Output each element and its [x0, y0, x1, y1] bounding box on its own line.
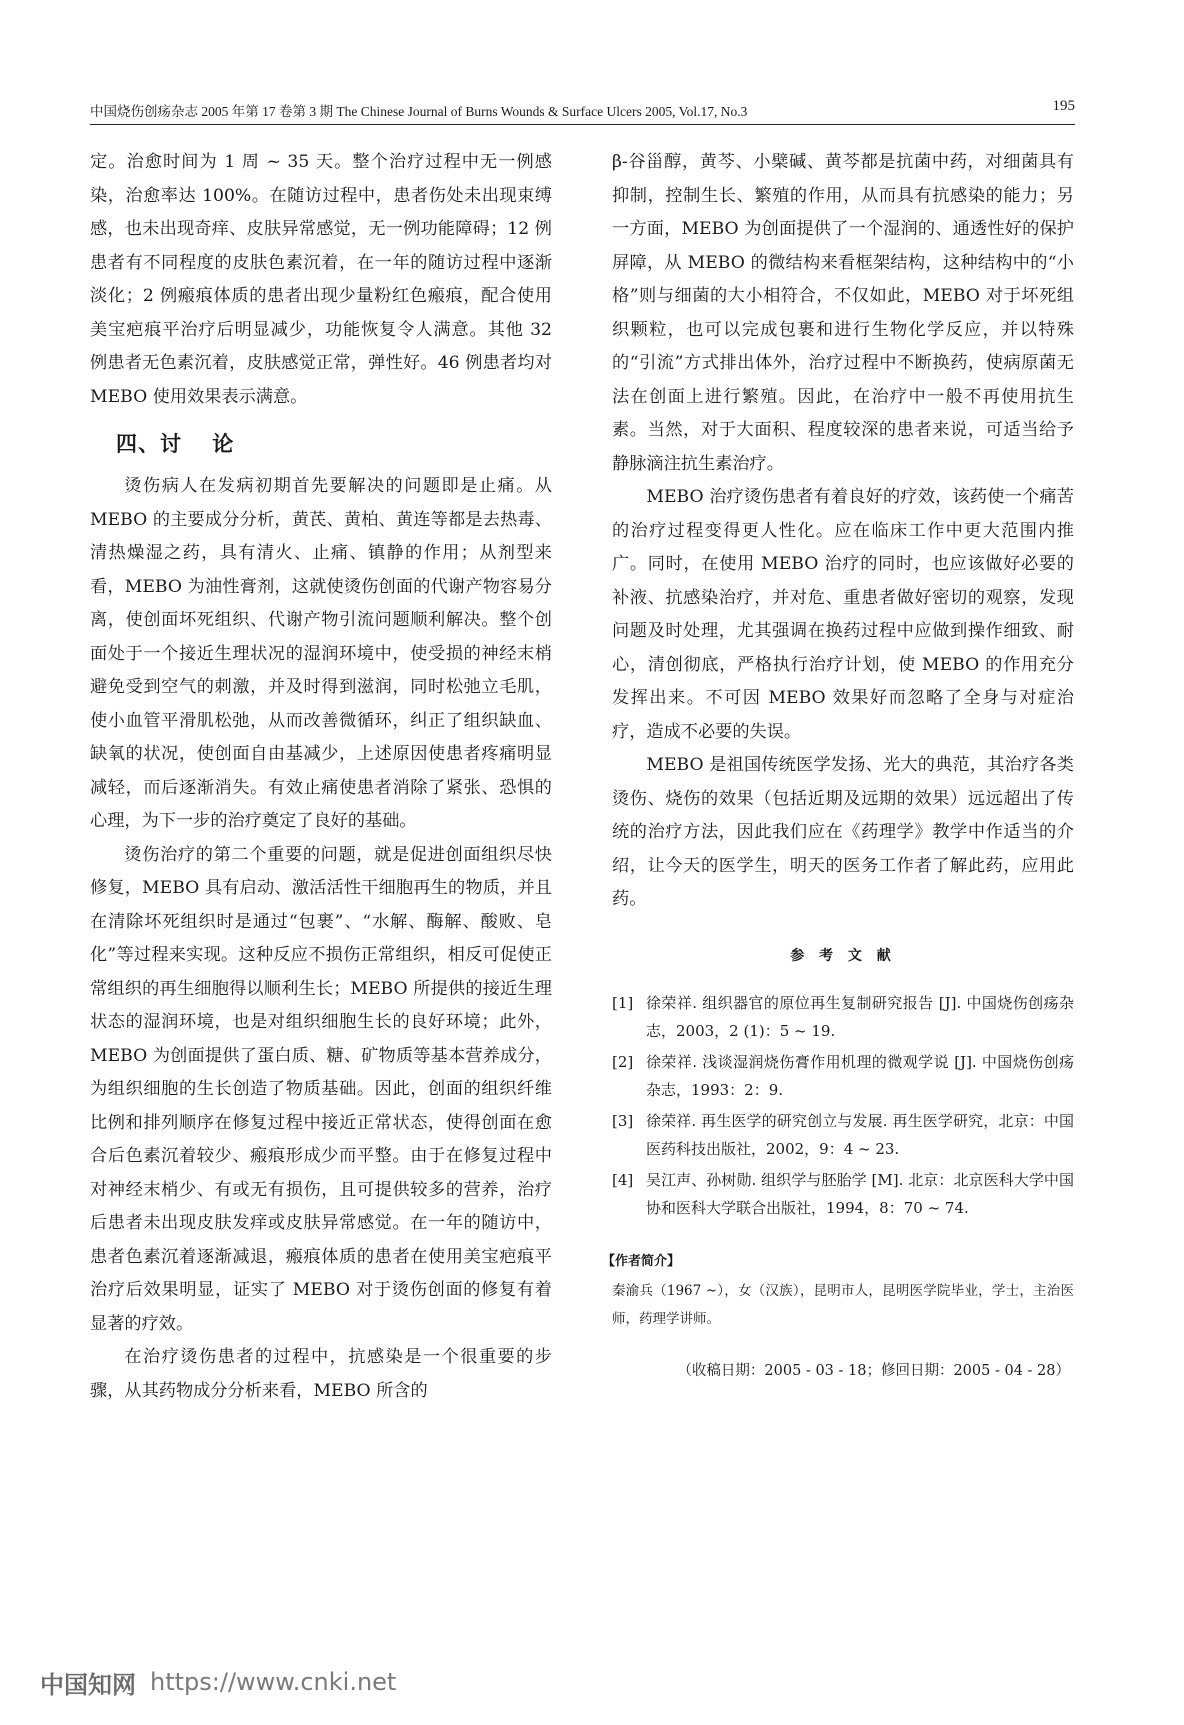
cnki-logo: 中国知网: [40, 1670, 136, 1699]
results-paragraph: 定。治愈时间为 1 周 ~ 35 天。整个治疗过程中无一例感染，治愈率达 100%。在随访过程中，患者伤处未出现束缚感，也未出现奇痒、皮肤异常感觉，无一例功能障碍；12 例患者有不同程度的皮肤色素沉着，在一年的随访过程中逐渐淡化；2 例瘢痕体质的患者出现少量粉红色瘢痕，配合使用美宝疤痕平治疗后明显减少，功能恢复令人满意。其他 32 例患者无色素沉着，皮肤感觉正常，弹性好。46 例患者均对 MEBO 使用效果表示满意。: [90, 152, 552, 407]
watermark-footer: [40, 1662, 396, 1702]
page-number: 195: [1052, 98, 1075, 114]
section-title-discussion: 四、讨 论: [116, 432, 235, 456]
discussion-paragraph-1: 烫伤病人在发病初期首先要解决的问题即是止痛。从 MEBO 的主要成分分析，黄芪、黄柏、黄连等都是去热毒、清热燥湿之药，具有清火、止痛、镇静的作用；从剂型来看，MEBO 为油性膏剂，这就使烫伤创面的代谢产物容易分离，使创面坏死组织、代谢产物引流问题顺利解决。整个创面处于一个接近生理状况的湿润环境中，使受损的神经末梢避免受到空气的刺激，并及时得到滋润，同时松弛立毛肌，使小血管平滑肌松弛，从而改善微循环，纠正了组织缺血、缺氧的状况，使创面自由基减少，上述原因使患者疼痛明显减轻，而后逐渐消失。有效止痛使患者消除了紧张、恐惧的心理，为下一步的治疗奠定了良好的基础。: [90, 476, 552, 831]
reference-number: [4]: [612, 1170, 634, 1189]
discussion-paragraph-5: MEBO 是祖国传统医学发扬、光大的典范，其治疗各类烫伤、烧伤的效果（包括近期及远期的效果）远远超出了传统的治疗方法，因此我们应在《药理学》教学中作适当的介绍，让今天的医学生，明天的医务工作者了解此药，应用此药。: [612, 755, 1074, 909]
discussion-paragraph-3-cont: β-谷甾醇，黄芩、小檗碱、黄芩都是抗菌中药，对细菌具有抑制，控制生长、繁殖的作用，从而具有抗感染的能力；另一方面，MEBO 为创面提供了一个湿润的、通透性好的保护屏障，从 MEBO 的微结构来看框架结构，这种结构中的“小格”则与细菌的大小相符合，不仅如此，MEBO 对于坏死组织颗粒，也可以完成包裹和进行生物化学反应，并以特殊的“引流”方式排出体外，治疗过程中不断换药，使病原菌无法在创面上进行繁殖。因此，在治疗中一般不再使用抗生素。当然，对于大面积、程度较深的患者来说，可适当给予静脉滴注抗生素治疗。: [612, 152, 1074, 474]
reference-number: [1]: [612, 993, 634, 1012]
reference-text: 徐荣祥. 再生医学的研究创立与发展. 再生医学研究，北京：中国医药科技出版社，2002，9：4 ~ 23.: [646, 1111, 1074, 1158]
left-column: [90, 146, 552, 1408]
reference-item: [612, 1048, 1074, 1104]
references-list: [612, 989, 1074, 1222]
journal-citation-line: 中国烧伤创疡杂志 2005 年第 17 卷第 3 期 The Chinese Journal of Burns Wounds & Surface Ulcers 2005, Vol.17, No.3: [90, 104, 748, 119]
right-column: [602, 146, 1074, 1380]
author-intro-title: 【作者简介】: [602, 1253, 681, 1269]
reference-text: 吴江声、孙树勋. 组织学与胚胎学 [M]. 北京：北京医科大学中国协和医科大学联合出版社，1994，8：70 ~ 74.: [646, 1170, 1074, 1217]
received-revised-dates: （收稿日期：2005 - 03 - 18；修回日期：2005 - 04 - 28）: [677, 1362, 1070, 1379]
reference-item: [612, 989, 1074, 1045]
running-header: [90, 96, 1075, 125]
discussion-paragraph-3: 在治疗烫伤患者的过程中，抗感染是一个很重要的步骤，从其药物成分分析来看，MEBO 所含的: [90, 1347, 552, 1401]
reference-text: 徐荣祥. 组织器官的原位再生复制研究报告 [J]. 中国烧伤创疡杂志，2003，2 (1)：5 ~ 19.: [646, 993, 1074, 1040]
discussion-paragraph-2: 烫伤治疗的第二个重要的问题，就是促进创面组织尽快修复，MEBO 具有启动、激活活性干细胞再生的物质，并且在清除坏死组织时是通过“包裹”、“水解、酶解、酸败、皂化”等过程来实现。这种反应不损伤正常组织，相反可促使正常组织的再生细胞得以顺利生长；MEBO 所提供的接近生理状态的湿润环境，也是对组织细胞生长的良好环境；此外，MEBO 为创面提供了蛋白质、糖、矿物质等基本营养成分，为组织细胞的生长创造了物质基础。因此，创面的组织纤维比例和排列顺序在修复过程中接近正常状态，使得创面在愈合后色素沉着较少、瘢痕形成少而平整。由于在修复过程中对神经末梢少、有或无有损伤，且可提供较多的营养，治疗后患者未出现皮肤发痒或皮肤异常感觉。在一年的随访中，患者色素沉着逐渐减退，瘢痕体质的患者在使用美宝疤痕平治疗后效果明显，证实了 MEBO 对于烫伤创面的修复有着显著的疗效。: [90, 844, 552, 1334]
cnki-url: https://www.cnki.net: [150, 1668, 397, 1696]
discussion-paragraph-4: MEBO 治疗烫伤患者有着良好的疗效，该药使一个痛苦的治疗过程变得更人性化。应在临床工作中更大范围内推广。同时，在使用 MEBO 治疗的同时，也应该做好必要的补液、抗感染治疗，并对危、重患者做好密切的观察，发现问题及时处理，尤其强调在换药过程中应做到操作细致、耐心，清创彻底，严格执行治疗计划，使 MEBO 的作用充分发挥出来。不可因 MEBO 效果好而忽略了全身与对症治疗，造成不必要的失误。: [612, 487, 1074, 742]
reference-number: [3]: [612, 1111, 634, 1130]
reference-item: [612, 1166, 1074, 1222]
author-intro-text: 秦渝兵（1967 ~），女（汉族），昆明市人，昆明医学院毕业，学士，主治医师，药理学讲师。: [612, 1282, 1074, 1327]
reference-text: 徐荣祥. 浅谈湿润烧伤膏作用机理的微观学说 [J]. 中国烧伤创疡杂志，1993：2：9.: [646, 1052, 1074, 1099]
references-title: 参 考 文 献: [790, 947, 896, 964]
reference-item: [612, 1107, 1074, 1163]
reference-number: [2]: [612, 1052, 634, 1071]
